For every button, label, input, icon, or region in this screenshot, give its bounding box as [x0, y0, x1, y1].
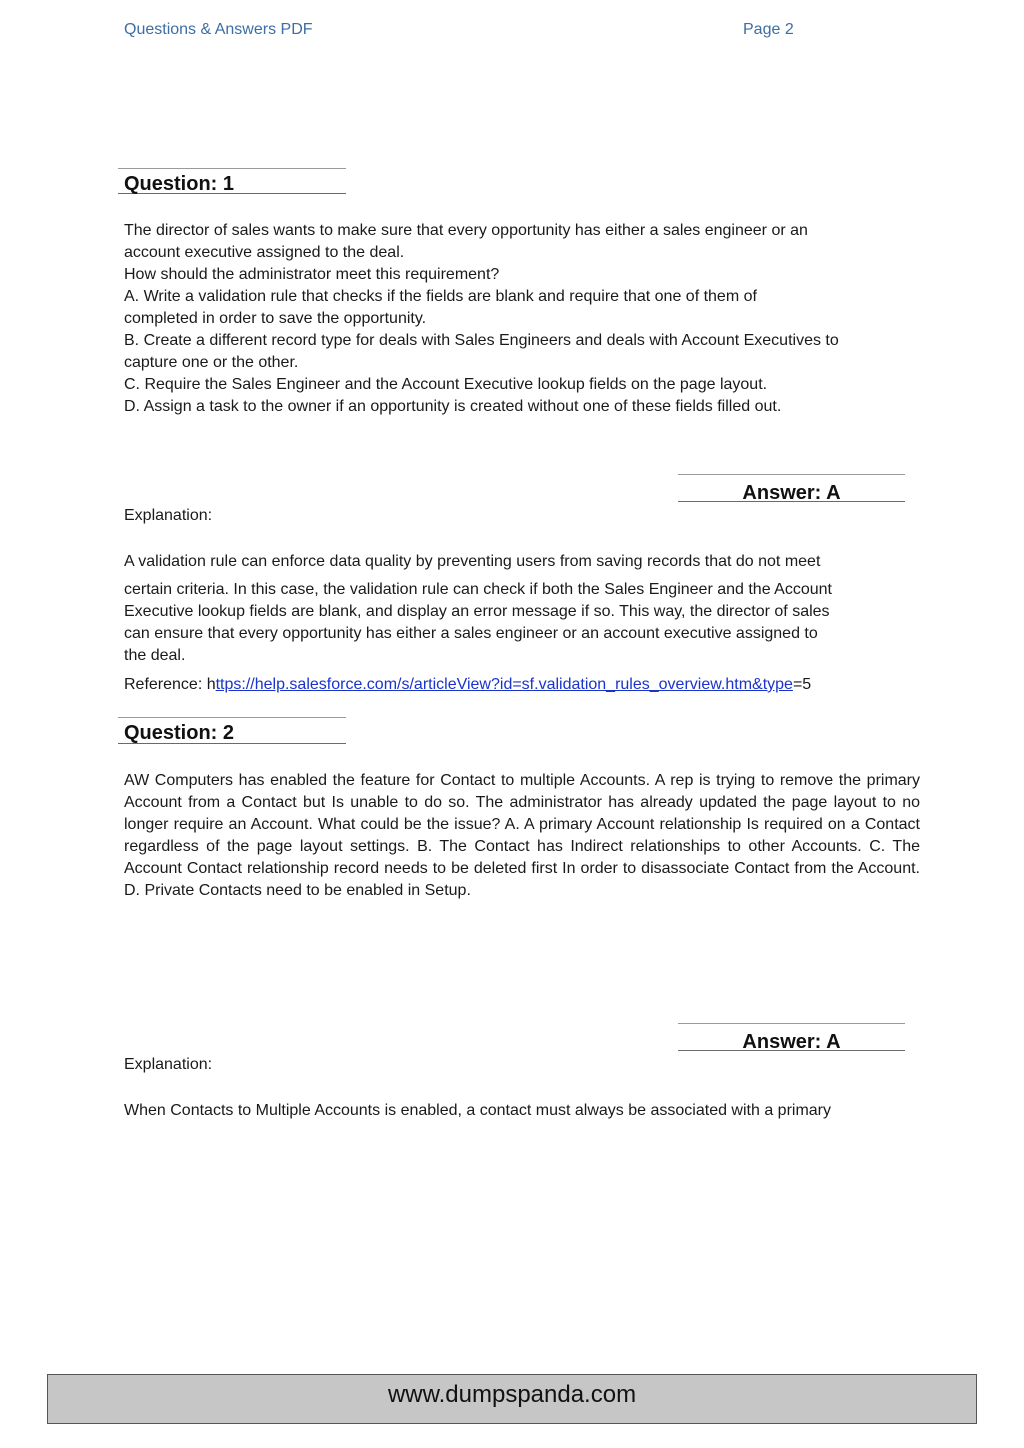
- question-1-option-c: C. Require the Sales Engineer and the Account Executive lookup fields on the page layout.: [124, 376, 768, 393]
- footer-url[interactable]: www.dumpspanda.com: [387, 1381, 637, 1408]
- question-2-explanation-label: Explanation:: [124, 1056, 213, 1073]
- reference-tail: =5: [792, 676, 812, 693]
- explanation-line: can ensure that every opportunity has either a sales engineer or an account executive assigned to: [124, 625, 818, 642]
- footer-banner: [47, 1374, 977, 1424]
- reference-label: Reference: h: [124, 676, 216, 693]
- question-2-answer: [678, 1023, 905, 1051]
- question-1-prompt: How should the administrator meet this requirement?: [124, 266, 500, 283]
- question-1-explanation: [124, 579, 926, 667]
- question-1-answer: [678, 474, 905, 502]
- question-1-line: account executive assigned to the deal.: [124, 244, 405, 261]
- question-1-answer-text: Answer: A: [742, 482, 841, 504]
- question-1-heading-text: Question: 1: [124, 173, 235, 195]
- question-1-heading: [118, 168, 346, 194]
- question-2-explanation-first: [124, 1100, 926, 1122]
- question-2-heading-text: Question: 2: [124, 722, 235, 744]
- explanation-line: When Contacts to Multiple Accounts is enabled, a contact must always be associated with a primary: [124, 1102, 832, 1119]
- explanation-line: the deal.: [124, 647, 186, 664]
- question-2-text: AW Computers has enabled the feature for Contact to multiple Accounts. A rep is trying to remove the primary Account from a Contact but Is unable to do so. The administrator has already updated the page layout to no longer require an Account. What could be the issue? A. A primary Account relationship Is required on a Contact regardless of the page layout settings. B. The Contact has Indirect relationships to other Accounts. C. The Account Contact relationship record needs to be deleted first In order to disassociate Contact from the Account. D. Private Contacts need to be enabled in Setup.: [124, 772, 920, 899]
- question-1-reference: [124, 674, 811, 696]
- question-1-option-b: B. Create a different record type for deals with Sales Engineers and deals with Account Executives to: [124, 332, 839, 349]
- reference-link[interactable]: ttps://help.salesforce.com/s/articleView?id=sf.validation_rules_overview.htm&type: [215, 676, 793, 693]
- question-1-line: The director of sales wants to make sure that every opportunity has either a sales engineer or an: [124, 222, 808, 239]
- question-2-heading: [118, 717, 346, 744]
- question-1-option-a: A. Write a validation rule that checks if the fields are blank and require that one of them of: [124, 288, 757, 305]
- explanation-line: Executive lookup fields are blank, and display an error message if so. This way, the director of sales: [124, 603, 830, 620]
- question-2-answer-text: Answer: A: [742, 1031, 841, 1053]
- question-1-explanation-label: Explanation:: [124, 507, 213, 524]
- question-1-option-a-cont: completed in order to save the opportunity.: [124, 310, 427, 327]
- header-title: Questions & Answers PDF: [124, 21, 313, 38]
- question-1-explanation-first: [124, 551, 926, 573]
- question-1-option-d: D. Assign a task to the owner if an opportunity is created without one of these fields filled out.: [124, 398, 782, 415]
- explanation-line: certain criteria. In this case, the validation rule can check if both the Sales Engineer and the Account: [124, 581, 832, 598]
- question-1-text: [124, 220, 926, 418]
- page-number: Page 2: [743, 21, 794, 38]
- explanation-line: A validation rule can enforce data quality by preventing users from saving records that do not meet: [124, 553, 821, 570]
- question-1-option-b-cont: capture one or the other.: [124, 354, 299, 371]
